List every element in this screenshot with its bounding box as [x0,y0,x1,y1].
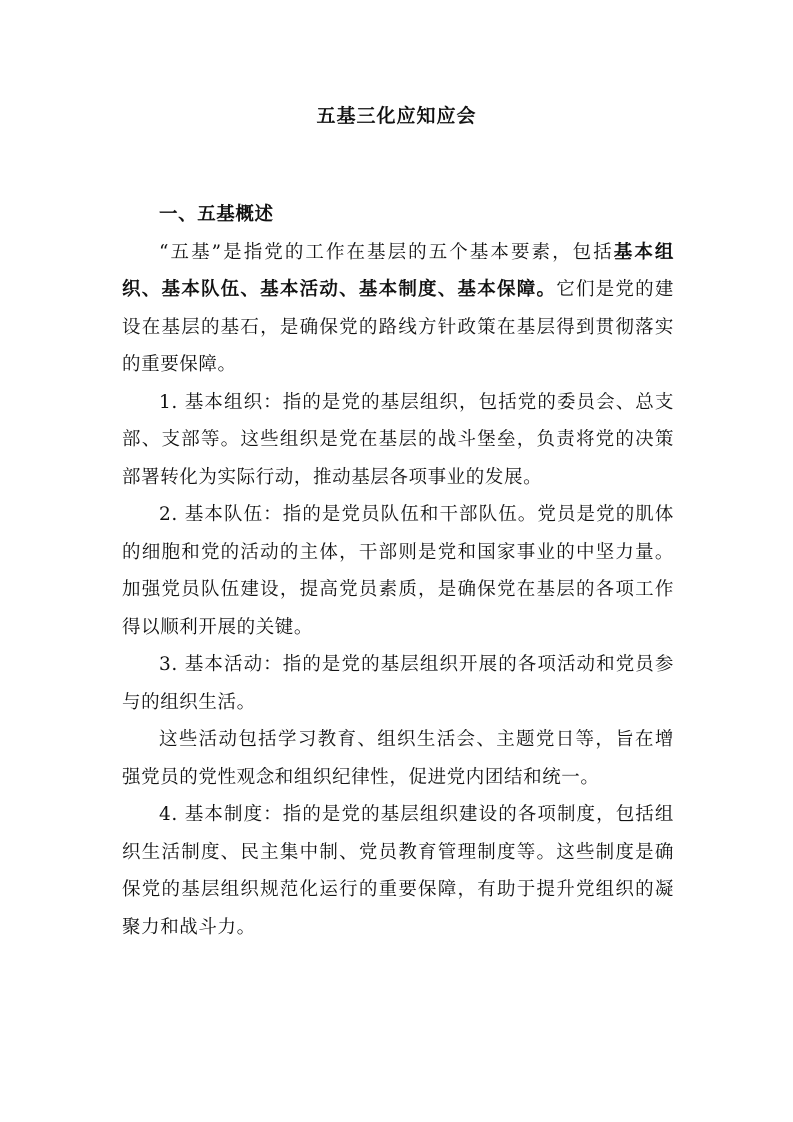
paragraph-basic-team: 2. 基本队伍：指的是党员队伍和干部队伍。党员是党的肌体的细胞和党的活动的主体，干部则是党和国家事业的中坚力量。加强党员队伍建设，提高党员素质，是确保党在基层的各项工作得以顺利开展的关键。 [122,504,674,638]
paragraph-basic-system: 4. 基本制度：指的是党的基层组织建设的各项制度，包括组织生活制度、民主集中制、党员教育管理制度等。这些制度是确保党的基层组织规范化运行的重要保障，有助于提升党组织的凝聚力和战斗力。 [122,804,674,938]
paragraph-basic-organization: 1. 基本组织：指的是党的基层组织，包括党的委员会、总支部、支部等。这些组织是党在基层的战斗堡垒，负责将党的决策部署转化为实际行动，推动基层各项事业的发展。 [122,391,674,488]
document-body [122,196,674,946]
intro-text-start: “五基”是指党的工作在基层的五个基本要素，包括 [159,241,614,263]
document-title: 五基三化应知应会 [316,105,477,127]
paragraph-basic-activities: 3. 基本活动：指的是党的基层组织开展的各项活动和党员参与的组织生活。 [122,654,674,713]
paragraph-activities-detail: 这些活动包括学习教育、组织生活会、主题党日等，旨在增强党员的党性观念和组织纪律性，促进党内团结和统一。 [122,729,674,788]
intro-bold-elements: 基本组织、基本队伍、基本活动、基本制度、基本保障。 [122,241,674,300]
intro-text-end: 它们是党的建设在基层的基石，是确保党的路线方针政策在基层得到贯彻落实的重要保障。 [122,279,675,375]
intro-paragraph [122,234,674,384]
section-heading: 一、五基概述 [159,204,274,225]
